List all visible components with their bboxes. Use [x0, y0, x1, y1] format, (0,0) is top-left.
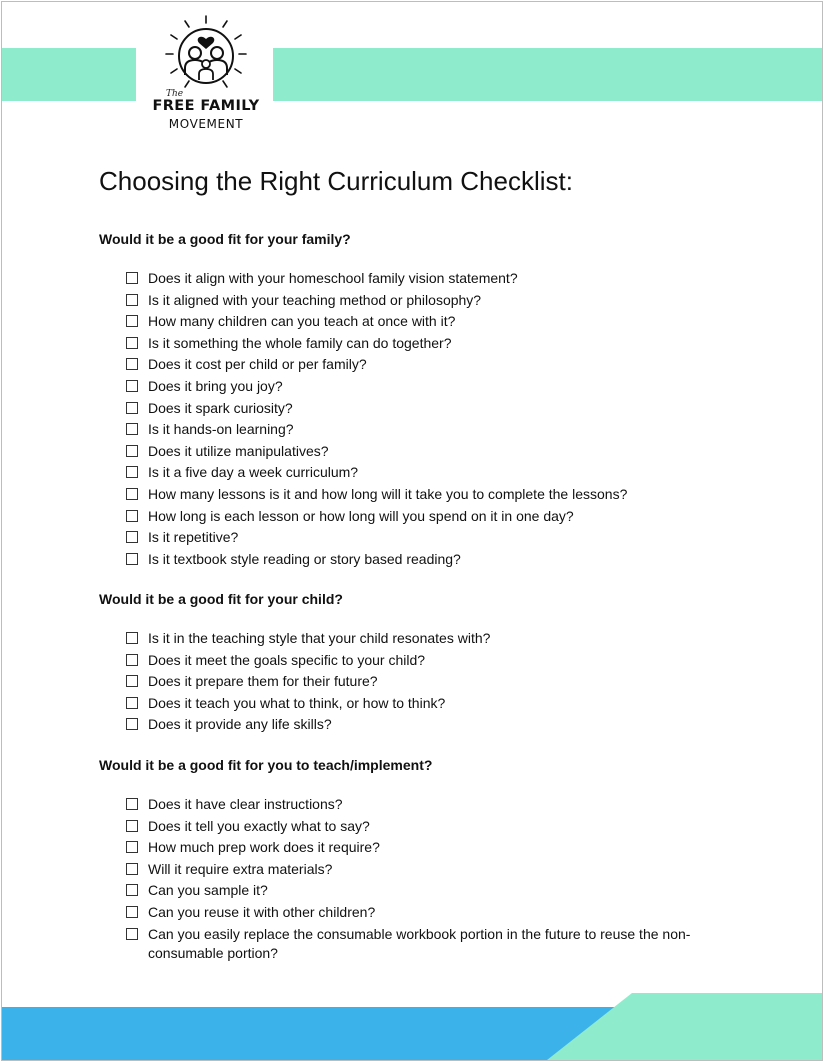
checklist-item [126, 715, 718, 734]
checkbox[interactable] [126, 553, 138, 565]
checklist-item-label: Does it teach you what to think, or how to think? [148, 694, 446, 711]
checklist-item [126, 903, 718, 922]
checklist-item [126, 694, 718, 713]
checklist-item [126, 485, 718, 504]
checklist-item [126, 795, 718, 814]
section-heading-child: Would it be a good fit for your child? [99, 591, 343, 607]
checkbox[interactable] [126, 906, 138, 918]
checkbox[interactable] [126, 488, 138, 500]
checkbox[interactable] [126, 402, 138, 414]
checklist-item [126, 399, 718, 418]
checkbox[interactable] [126, 884, 138, 896]
checklist-item-label: Is it a five day a week curriculum? [148, 464, 359, 481]
checklist-item-label: Does it have clear instructions? [148, 796, 343, 812]
family-heart-sun-icon [144, 12, 268, 92]
footer-band [2, 993, 822, 1060]
checkbox[interactable] [126, 315, 138, 327]
checklist-item [126, 312, 718, 331]
checklist-item [126, 881, 718, 900]
checklist-item [126, 550, 718, 569]
checklist-item-label: Is it aligned with your teaching method or philosophy? [148, 291, 482, 308]
page-title: Choosing the Right Curriculum Checklist: [99, 166, 573, 196]
section-heading-teach: Would it be a good fit for you to teach/implement? [99, 757, 433, 773]
checklist-item-label: Is it in the teaching style that your child resonates with? [148, 630, 491, 646]
checkbox[interactable] [126, 798, 138, 810]
checklist-item [126, 334, 718, 353]
checklist-item [126, 291, 718, 310]
checklist-item-label: How many children can you teach at once with it? [148, 313, 456, 330]
logo-subname-text: MOVEMENT [168, 117, 244, 131]
checklist-item [126, 672, 718, 691]
checklist-item-label: How long is each lesson or how long will you spend on it in one day? [148, 507, 574, 524]
checklist-item [126, 860, 718, 879]
checklist-item [126, 925, 718, 963]
checklist-item-label: Does it align with your homeschool family vision statement? [148, 270, 518, 286]
checklist-item-label: Does it provide any life skills? [148, 716, 332, 733]
checkbox[interactable] [126, 466, 138, 478]
document-page [1, 1, 823, 1061]
checklist-item-label: How much prep work does it require? [148, 839, 380, 856]
checkbox[interactable] [126, 337, 138, 349]
checklist-item [126, 651, 718, 670]
logo-name-text: FREE FAMILY [152, 98, 260, 114]
checklist-item [126, 838, 718, 857]
checkbox[interactable] [126, 380, 138, 392]
checkbox[interactable] [126, 820, 138, 832]
checkbox[interactable] [126, 358, 138, 370]
checklist-item-label: Does it spark curiosity? [148, 399, 293, 416]
checklist-item-label: Does it cost per child or per family? [148, 356, 367, 373]
checklist-item [126, 377, 718, 396]
checklist-item-label: Is it hands-on learning? [148, 421, 294, 438]
checklist-item [126, 528, 718, 547]
checkbox[interactable] [126, 272, 138, 284]
checkbox[interactable] [126, 294, 138, 306]
checklist-item-label: Does it prepare them for their future? [148, 673, 378, 690]
checklist-item [126, 463, 718, 482]
checkbox[interactable] [126, 841, 138, 853]
checklist-item-label: Does it tell you exactly what to say? [148, 817, 370, 834]
checkbox[interactable] [126, 445, 138, 457]
header-band-left [2, 48, 136, 101]
checklist-item-label: Is it something the whole family can do together? [148, 334, 452, 351]
checklist-item [126, 355, 718, 374]
logo [144, 12, 268, 134]
checklist-family [126, 269, 718, 571]
checklist-teach [126, 795, 718, 965]
checkbox[interactable] [126, 675, 138, 687]
header-band-right [273, 48, 822, 101]
checklist-item-label: Is it repetitive? [148, 529, 239, 546]
checkbox[interactable] [126, 510, 138, 522]
checklist-item-label: Does it bring you joy? [148, 377, 283, 394]
checklist-item-label: Will it require extra materials? [148, 860, 333, 877]
logo-the-text: The [166, 89, 184, 99]
checklist-item [126, 420, 718, 439]
checklist-item [126, 442, 718, 461]
checklist-item [126, 507, 718, 526]
section-heading-family: Would it be a good fit for your family? [99, 231, 351, 247]
checkbox[interactable] [126, 531, 138, 543]
checklist-item-label: Is it textbook style reading or story based reading? [148, 550, 461, 567]
checklist-item [126, 629, 718, 648]
checkbox[interactable] [126, 423, 138, 435]
checklist-item-label: Can you sample it? [148, 882, 268, 899]
checklist-item [126, 817, 718, 836]
checkbox[interactable] [126, 928, 138, 940]
checklist-item-label: Does it utilize manipulatives? [148, 442, 329, 459]
checklist-item-label: Does it meet the goals specific to your child? [148, 651, 426, 668]
checklist-item-label: Can you easily replace the consumable workbook portion in the future to reuse the non-consumable portion? [148, 925, 691, 961]
checklist-item [126, 269, 718, 288]
checkbox[interactable] [126, 654, 138, 666]
checklist-child [126, 629, 718, 737]
checklist-item-label: Can you reuse it with other children? [148, 903, 376, 920]
checkbox[interactable] [126, 863, 138, 875]
checklist-item-label: How many lessons is it and how long will it take you to complete the lessons? [148, 485, 628, 502]
checkbox[interactable] [126, 697, 138, 709]
checkbox[interactable] [126, 632, 138, 644]
checkbox[interactable] [126, 718, 138, 730]
